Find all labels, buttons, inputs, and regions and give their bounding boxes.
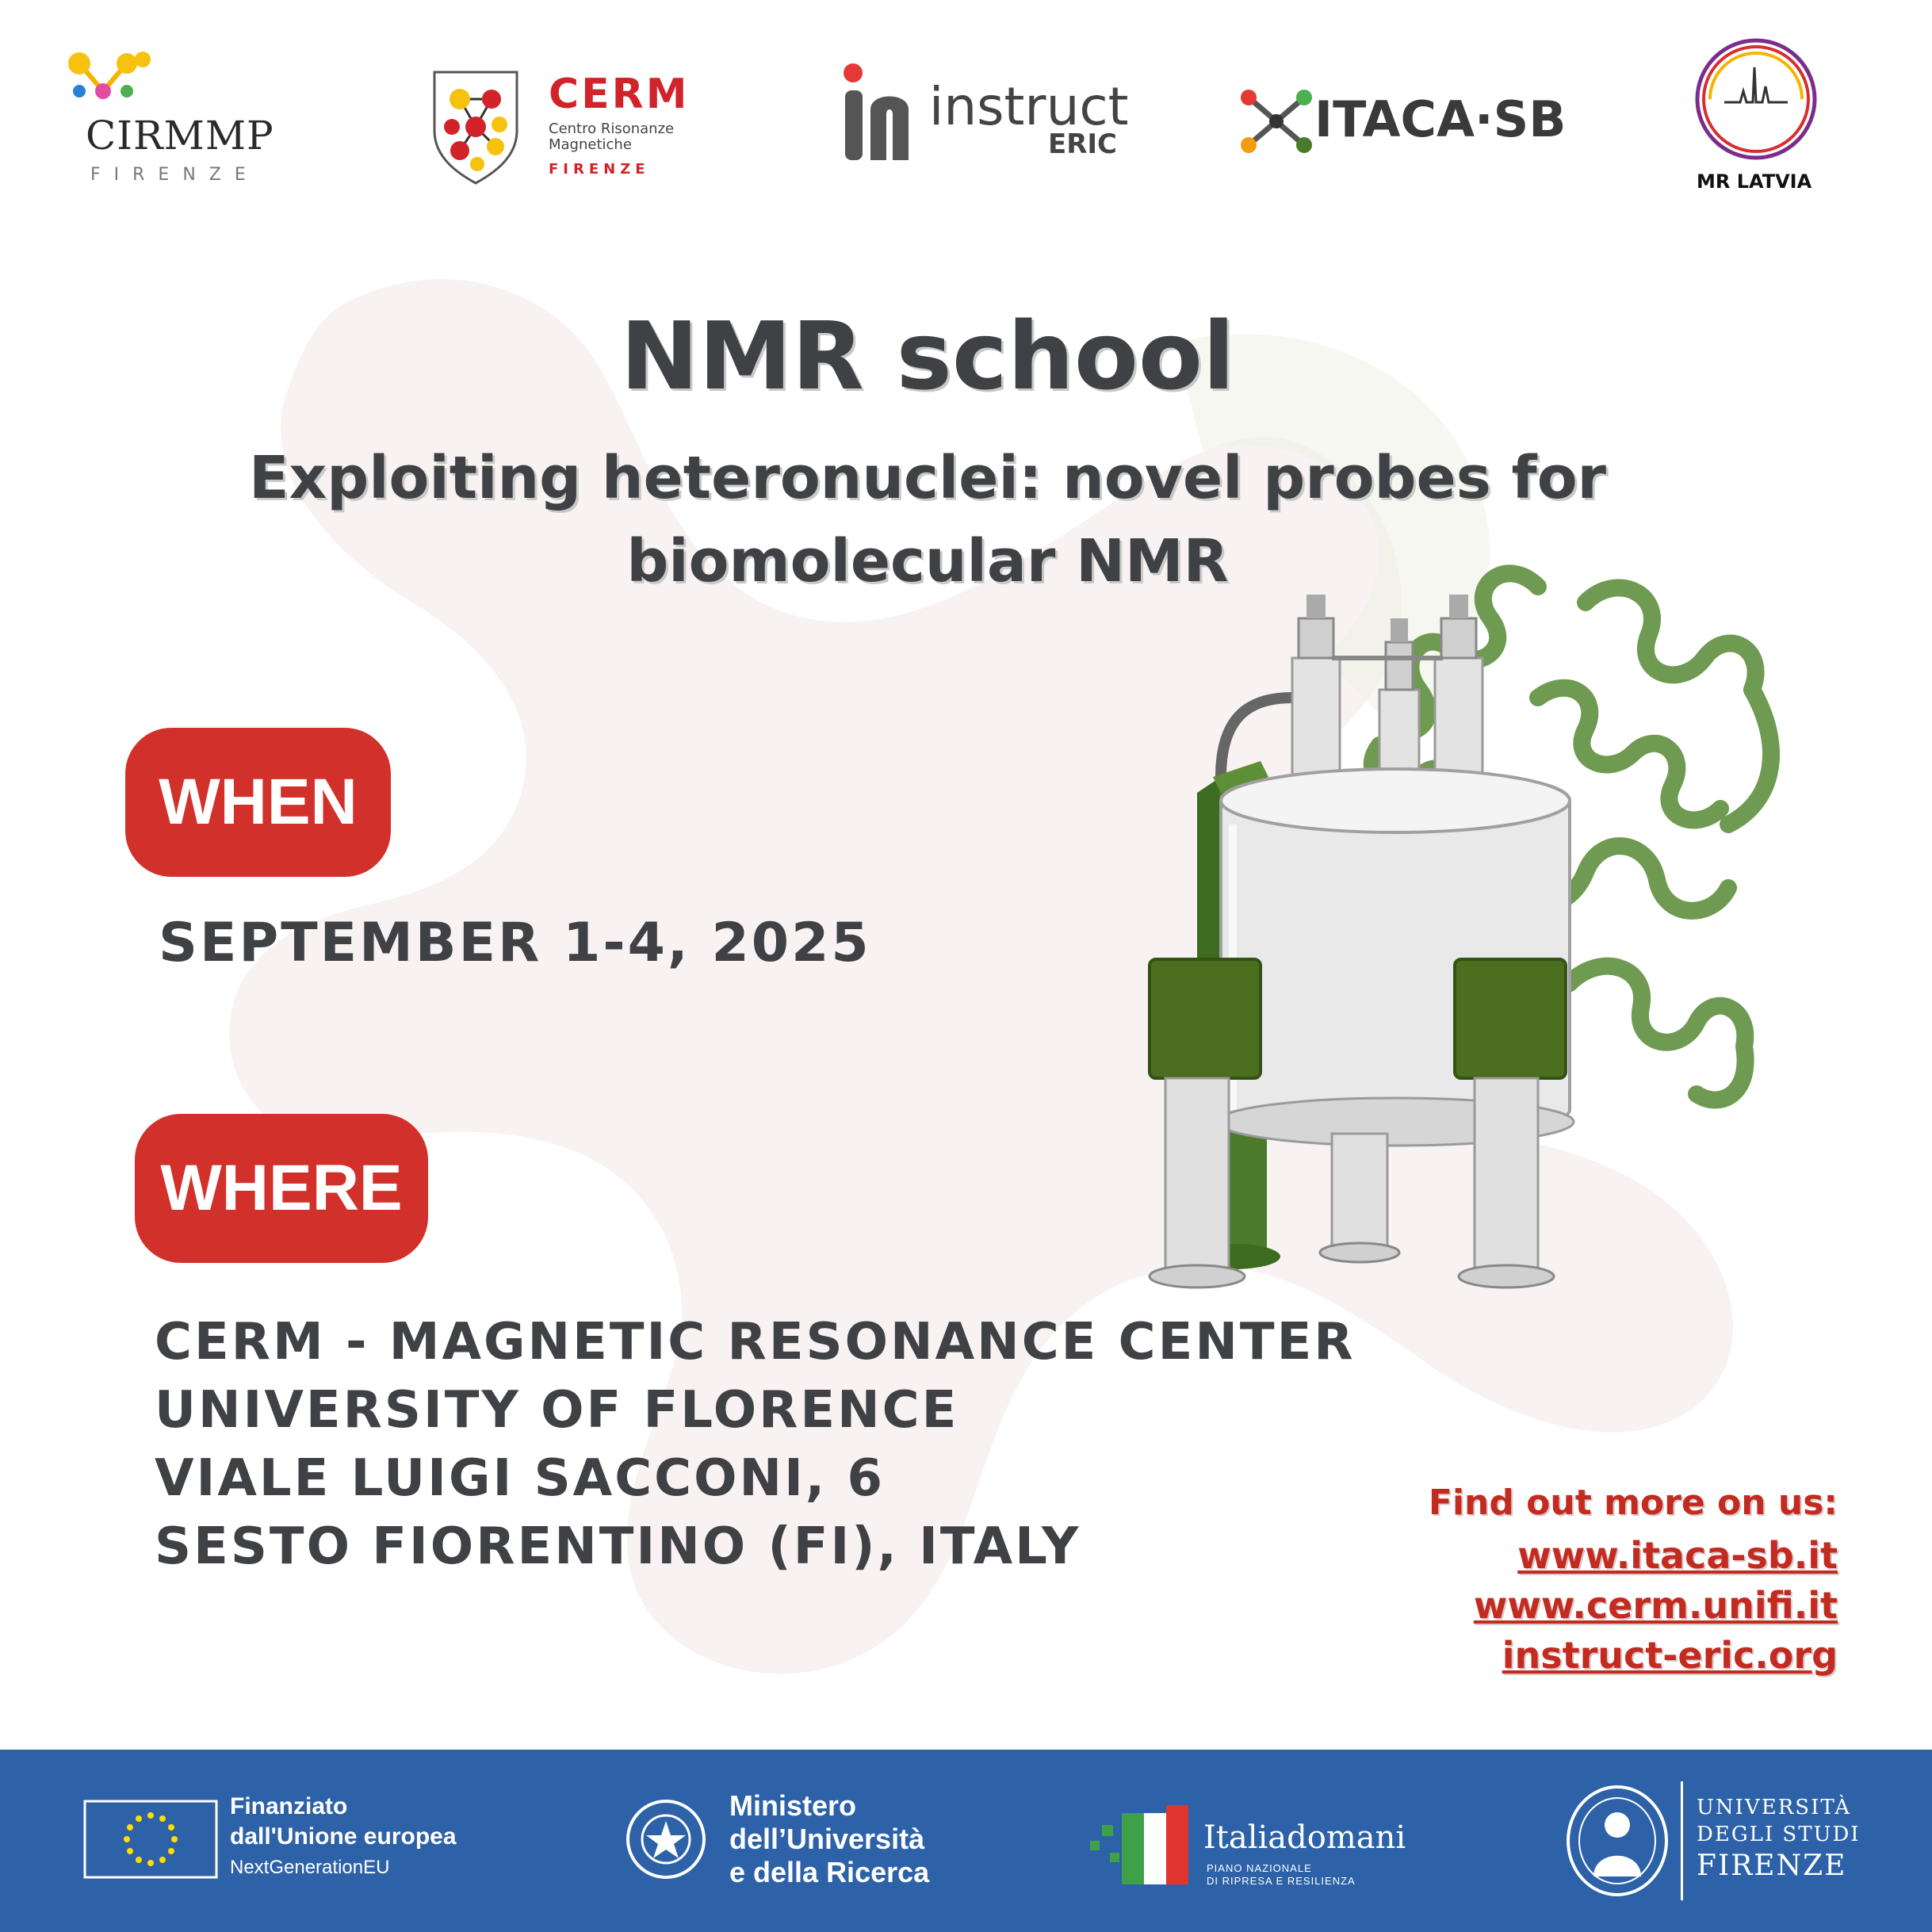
- italiadomani-logo: [1086, 1797, 1419, 1892]
- ministry-line2: dell’Università: [729, 1823, 925, 1855]
- italian-emblem-icon: [622, 1796, 710, 1883]
- event-date: SEPTEMBER 1-4, 2025: [159, 912, 871, 974]
- eu-funding-logo: [83, 1793, 495, 1888]
- ministry-line3: e della Ricerca: [729, 1856, 930, 1888]
- unifi-logo: [1562, 1773, 1895, 1908]
- itaca-molecule-icon: [1237, 86, 1316, 157]
- instruct-website-link[interactable]: instruct-eric.org: [1502, 1634, 1838, 1677]
- cerm-line1: Centro Risonanze: [549, 121, 675, 137]
- nmr-spectrometer-illustration: [1094, 539, 1808, 1300]
- italiadomani-sub1: PIANO NAZIONALE: [1207, 1862, 1312, 1874]
- ministry-line1: Ministero: [729, 1789, 857, 1822]
- unifi-line3: FIRENZE: [1697, 1850, 1847, 1882]
- eu-flag-icon: [83, 1800, 218, 1879]
- event-subtitle-line2: biomolecular NMR: [626, 527, 1229, 595]
- eu-line2: dall'Unione europea: [230, 1823, 457, 1850]
- instruct-mark-icon: [840, 62, 916, 165]
- venue-line: SESTO FIORENTINO (FI), ITALY: [155, 1517, 1081, 1576]
- where-label: WHERE: [160, 1152, 403, 1224]
- cerm-logo: [428, 67, 690, 194]
- cerm-city: FIRENZE: [549, 161, 650, 178]
- find-out-more-heading: Find out more on us:: [1428, 1482, 1838, 1523]
- cerm-shield-icon: [428, 67, 523, 186]
- italiadomani-sub2: DI RIPRESA E RESILIENZA: [1207, 1875, 1356, 1887]
- where-badge: [135, 1114, 428, 1263]
- cirmmp-name: CIRMMP: [86, 113, 274, 159]
- cerm-name: CERM: [549, 71, 690, 118]
- cerm-website-link[interactable]: www.cerm.unifi.it: [1473, 1584, 1838, 1627]
- itaca-website-link[interactable]: www.itaca-sb.it: [1517, 1534, 1838, 1577]
- cirmmp-city: FIRENZE: [90, 165, 259, 185]
- instruct-eric-logo: [840, 62, 1129, 173]
- event-title: NMR school: [620, 301, 1235, 411]
- instruct-suffix: ERIC: [1048, 128, 1118, 160]
- unifi-divider: [1681, 1781, 1683, 1900]
- event-subtitle-line1: Exploiting heteronuclei: novel probes for: [248, 444, 1607, 512]
- cerm-line2: Magnetiche: [549, 136, 632, 153]
- when-badge: [125, 728, 391, 877]
- mr-latvia-name: MR LATVIA: [1697, 170, 1812, 193]
- italian-flag-icon: [1086, 1797, 1197, 1892]
- itaca-sb-logo: [1237, 79, 1570, 166]
- instruct-name: instruct: [929, 76, 1129, 137]
- venue-line: UNIVERSITY OF FLORENCE: [155, 1381, 959, 1440]
- when-label: WHEN: [159, 766, 358, 838]
- mr-latvia-ring-icon: [1693, 36, 1819, 163]
- venue-line: VIALE LUIGI SACCONI, 6: [155, 1449, 886, 1508]
- eu-line3: NextGenerationEU: [230, 1857, 390, 1878]
- venue-line: CERM - MAGNETIC RESONANCE CENTER: [155, 1313, 1356, 1372]
- eu-line1: Finanziato: [230, 1793, 348, 1819]
- italiadomani-name: Italiadomani: [1203, 1819, 1406, 1856]
- mr-latvia-logo: [1689, 36, 1823, 202]
- unifi-line2: DEGLI STUDI: [1697, 1823, 1861, 1846]
- unifi-line1: UNIVERSITÀ: [1697, 1796, 1852, 1819]
- cirmmp-molecule-icon: [63, 48, 151, 111]
- funding-footer: [0, 1750, 1932, 1932]
- cirmmp-logo: [63, 48, 301, 190]
- unifi-seal-icon: [1562, 1781, 1673, 1900]
- ministry-logo: [622, 1789, 971, 1892]
- itaca-name: ITACA·SB: [1314, 90, 1567, 148]
